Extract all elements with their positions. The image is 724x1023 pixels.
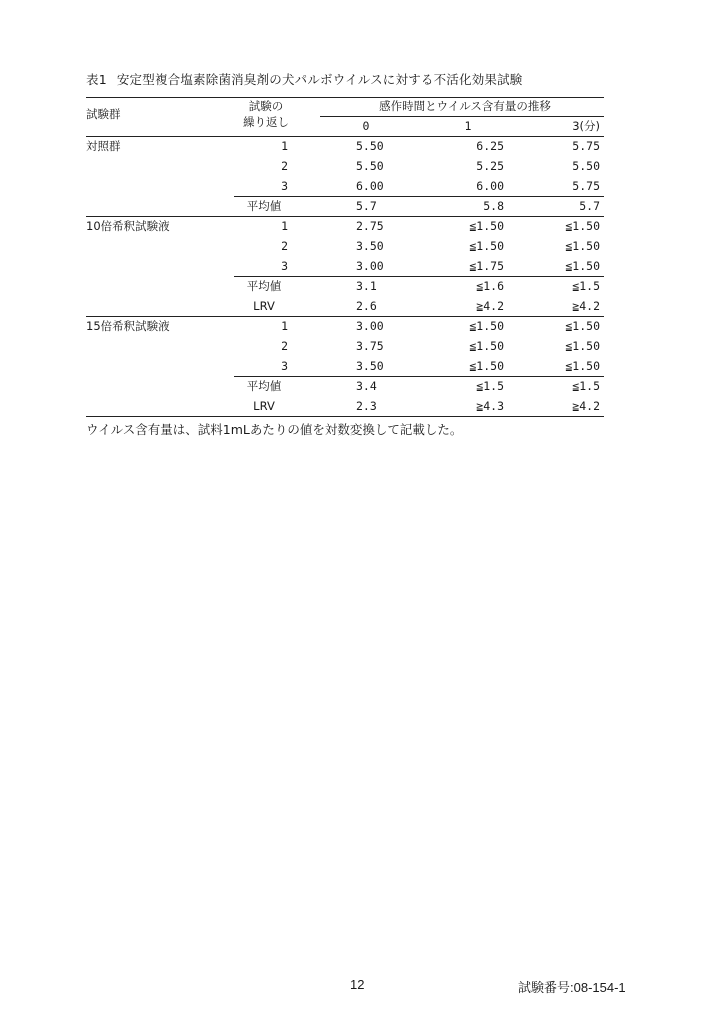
cell-value: ≦1.50	[565, 339, 600, 353]
cell-value: ≦1.50	[469, 319, 504, 333]
cell-value: 3.4	[356, 379, 377, 393]
cell-value: 6.00	[356, 179, 384, 193]
table-caption	[86, 70, 523, 88]
average-rule	[234, 276, 604, 277]
cell-value: ≦1.5	[572, 279, 600, 293]
test-number: 試験番号:08-154-1	[518, 980, 626, 995]
row-label: 2	[281, 239, 288, 253]
cell-value: ≦1.50	[565, 219, 600, 233]
row-label: 3	[281, 359, 288, 373]
header-span-rule	[320, 116, 604, 117]
cell-value: 5.50	[356, 139, 384, 153]
cell-value: 5.7	[579, 199, 600, 213]
row-label: 2	[281, 339, 288, 353]
group-name: 対照群	[86, 139, 121, 153]
cell-value: 3.50	[356, 359, 384, 373]
header-bottom-rule	[86, 136, 604, 137]
header-time-1: 1	[464, 119, 472, 133]
header-span-title: 感作時間とウイルス含有量の推移	[379, 99, 551, 113]
row-label: 2	[281, 159, 288, 173]
row-label: LRV	[253, 299, 275, 313]
cell-value: 5.75	[572, 179, 600, 193]
cell-value: ≦1.5	[572, 379, 600, 393]
row-label: 1	[281, 319, 288, 333]
cell-value: ≦1.75	[469, 259, 504, 273]
row-label: 平均値	[246, 199, 282, 213]
average-rule	[234, 196, 604, 197]
row-label: LRV	[253, 399, 275, 413]
cell-value: 2.6	[356, 299, 377, 313]
group-rule	[86, 216, 604, 217]
header-rep-line1: 試験の	[248, 99, 284, 113]
cell-value: 3.1	[356, 279, 377, 293]
row-label: 3	[281, 179, 288, 193]
cell-value: 5.8	[483, 199, 504, 213]
cell-value: ≦1.50	[565, 319, 600, 333]
cell-value: 3.00	[356, 319, 384, 333]
group-name: 10倍希釈試験液	[86, 219, 170, 233]
cell-value: ≧4.2	[572, 299, 600, 313]
cell-value: ≦1.50	[469, 219, 504, 233]
table-number: 表1	[86, 72, 107, 87]
cell-value: 3.75	[356, 339, 384, 353]
page-number: 12	[350, 977, 365, 992]
cell-value: ≦1.50	[565, 259, 600, 273]
row-label: 3	[281, 259, 288, 273]
cell-value: 2.75	[356, 219, 384, 233]
average-rule	[234, 376, 604, 377]
cell-value: ≧4.2	[476, 299, 504, 313]
cell-value: ≦1.50	[469, 359, 504, 373]
cell-value: 6.00	[476, 179, 504, 193]
row-label: 1	[281, 139, 288, 153]
group-name: 15倍希釈試験液	[86, 319, 170, 333]
table-bottom-rule	[86, 416, 604, 417]
group-rule	[86, 316, 604, 317]
cell-value: ≦1.50	[565, 239, 600, 253]
cell-value: ≦1.5	[476, 379, 504, 393]
cell-value: 3.50	[356, 239, 384, 253]
cell-value: 3.00	[356, 259, 384, 273]
table-footnote: ウイルス含有量は、試料1mLあたりの値を対数変換して記載した。	[86, 422, 463, 437]
cell-value: 5.50	[356, 159, 384, 173]
header-group: 試験群	[86, 107, 121, 121]
row-label: 平均値	[246, 279, 282, 293]
cell-value: ≦1.50	[565, 359, 600, 373]
header-time-0: 0	[362, 119, 370, 133]
cell-value: ≧4.3	[476, 399, 504, 413]
cell-value: ≦1.50	[469, 239, 504, 253]
row-label: 1	[281, 219, 288, 233]
cell-value: ≧4.2	[572, 399, 600, 413]
cell-value: 2.3	[356, 399, 377, 413]
header-time-3: 3(分)	[572, 119, 600, 133]
cell-value: 5.50	[572, 159, 600, 173]
cell-value: 5.25	[476, 159, 504, 173]
row-label: 平均値	[246, 379, 282, 393]
cell-value: ≦1.6	[476, 279, 504, 293]
cell-value: 5.75	[572, 139, 600, 153]
cell-value: 6.25	[476, 139, 504, 153]
cell-value: ≦1.50	[469, 339, 504, 353]
cell-value: 5.7	[356, 199, 377, 213]
table-title: 安定型複合塩素除菌消臭剤の犬パルボウイルスに対する不活化効果試験	[116, 72, 523, 87]
header-rep-line2: 繰り返し	[243, 115, 289, 129]
